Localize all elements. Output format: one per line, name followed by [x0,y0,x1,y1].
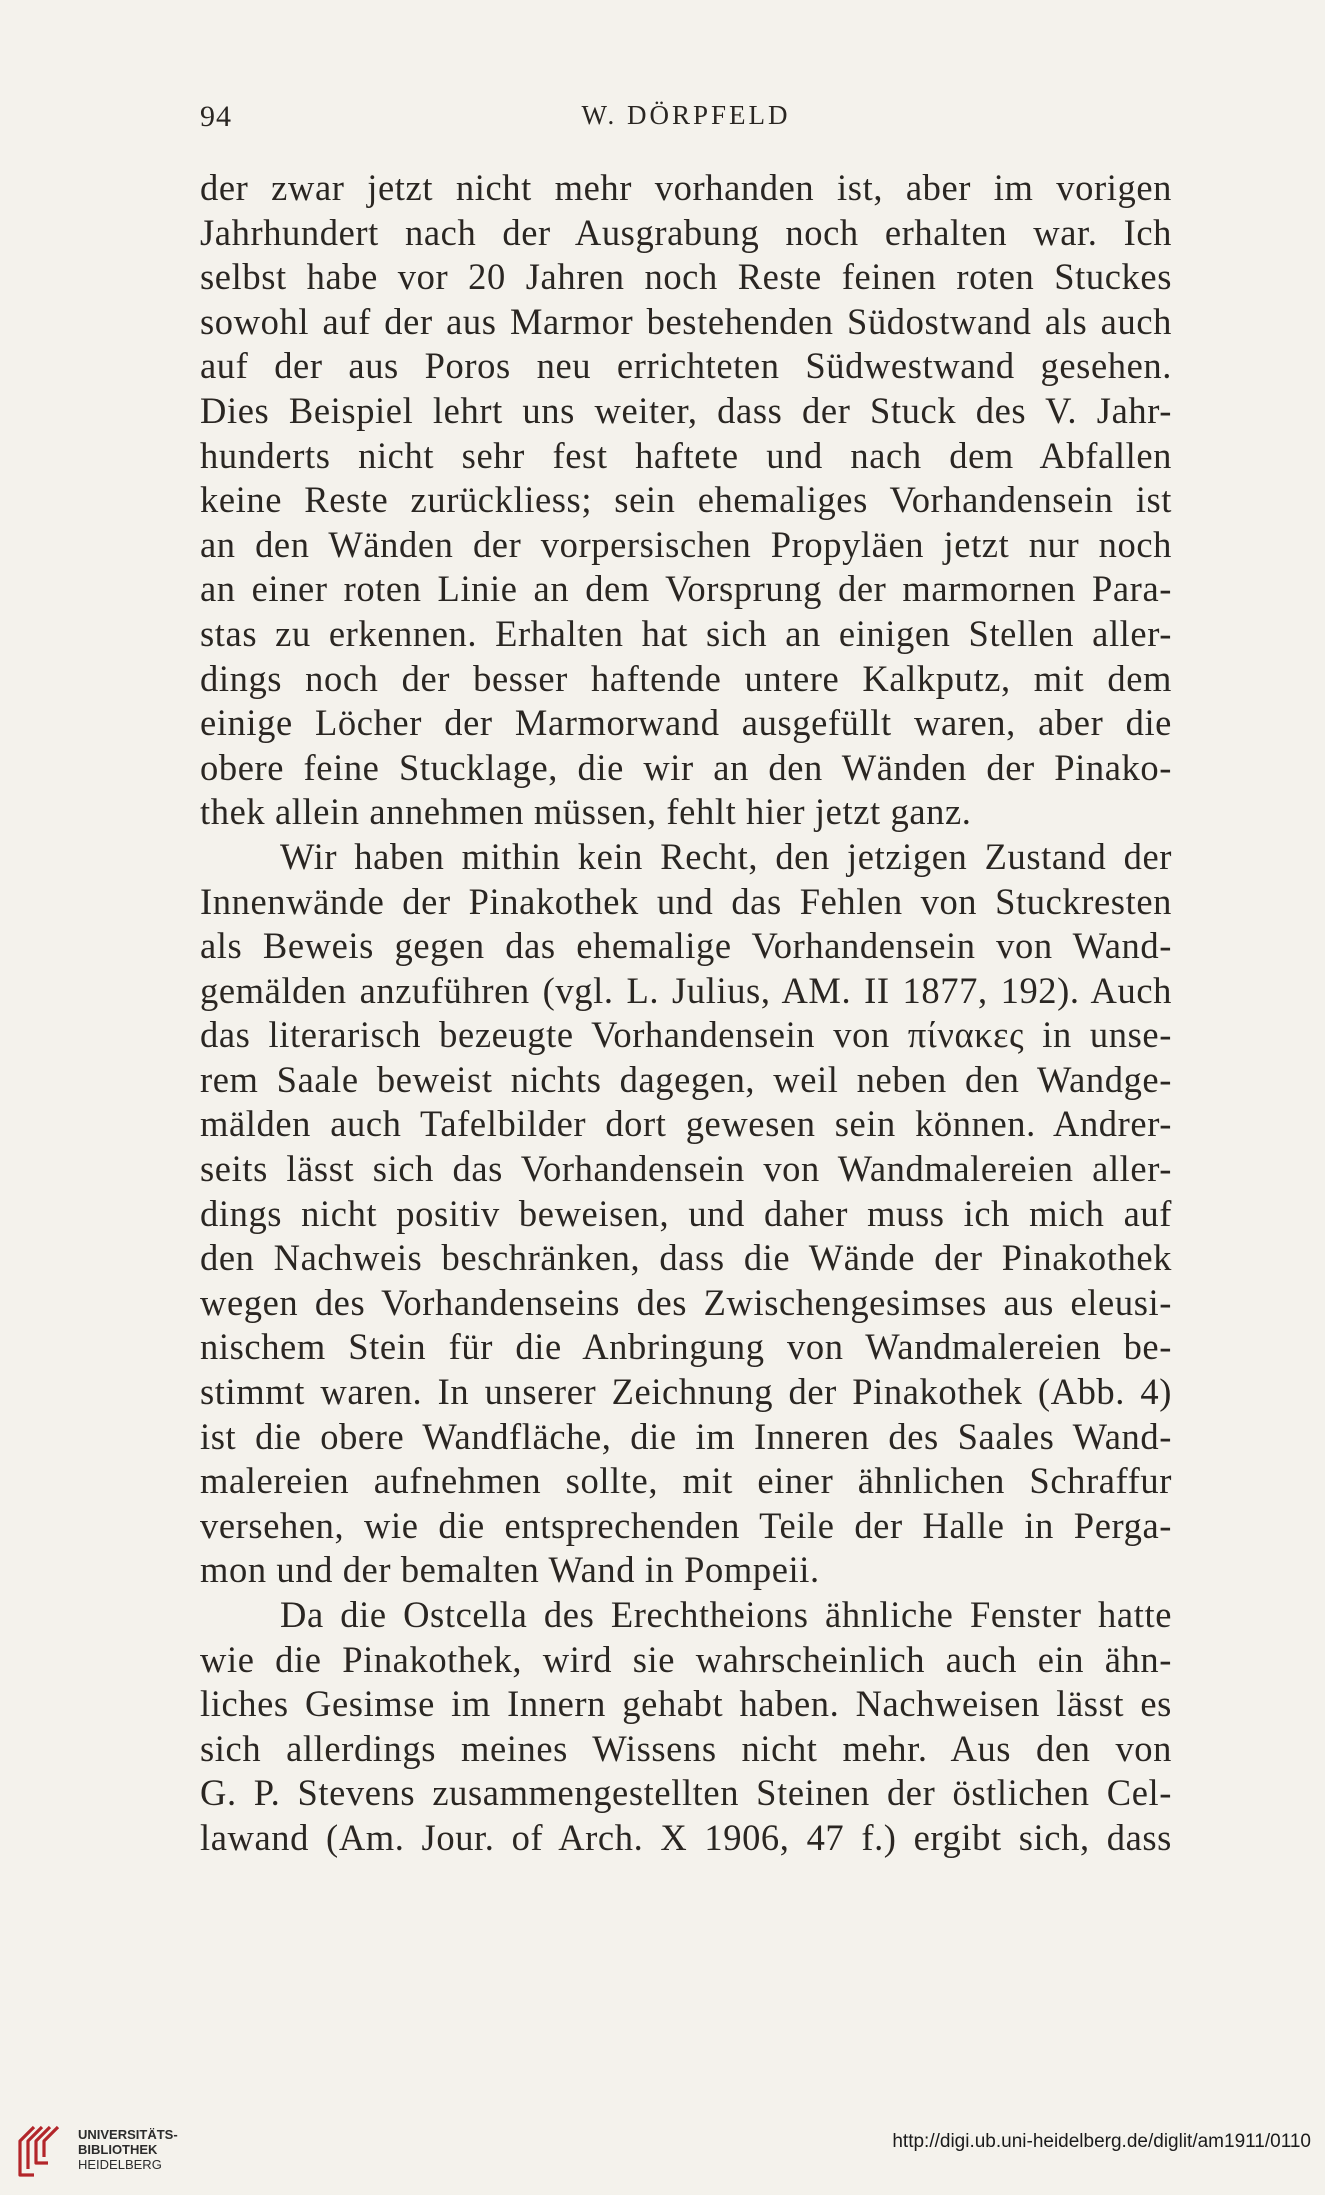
text-line: mälden auch Tafelbilder dort gewesen sein können. Andrer- [200,1103,1172,1145]
library-name-line: UNIVERSITÄTS- [78,2127,178,2142]
text-line: einige Löcher der Marmorwand ausgefüllt waren, aber die [200,702,1172,744]
paragraph-2 [200,835,1172,1593]
page-header [200,100,1172,140]
library-name [78,2127,178,2172]
text-line: auf der aus Poros neu errichteten Südwestwand gesehen. [200,345,1172,387]
text-line: sich allerdings meines Wissens nicht mehr. Aus den von [200,1727,1172,1769]
text-line: Dies Beispiel lehrt uns weiter, dass der Stuck des V. Jahr- [200,389,1172,431]
text-line: Innenwände der Pinakothek und das Fehlen von Stuckresten [200,880,1172,922]
text-line: an den Wänden der vorpersischen Propyläen jetzt nur noch [200,523,1172,565]
text-line: dings noch der besser haftende untere Kalkputz, mit dem [200,657,1172,699]
text-line: Wir haben mithin kein Recht, den jetzigen Zustand der [280,835,1172,877]
text-line: wegen des Vorhandenseins des Zwischengesimses aus eleusi- [200,1281,1172,1323]
text-line: obere feine Stucklage, die wir an den Wänden der Pinako- [200,746,1172,788]
text-line: seits lässt sich das Vorhandensein von Wandmalereien aller- [200,1148,1172,1190]
text-line: thek allein annehmen müssen, fehlt hier jetzt ganz. [200,791,972,833]
paragraph-3 [200,1593,1172,1861]
text-line: hunderts nicht sehr fest haftete und nach dem Abfallen [200,434,1172,476]
paragraph-1 [200,166,1172,835]
text-line: Jahrhundert nach der Ausgrabung noch erhalten war. Ich [200,211,1172,253]
text-line: der zwar jetzt nicht mehr vorhanden ist, aber im vorigen [200,167,1172,208]
text-line: stimmt waren. In unserer Zeichnung der Pinakothek (Abb. 4) [200,1371,1172,1413]
text-line: ist die obere Wandfläche, die im Inneren des Saales Wand- [200,1415,1172,1457]
text-line: nischem Stein für die Anbringung von Wandmalereien be- [200,1326,1172,1368]
text-line: wie die Pinakothek, wird sie wahrscheinlich auch ein ähn- [200,1638,1172,1680]
page-number: 94 [200,100,232,133]
text-line: versehen, wie die entsprechenden Teile der Halle in Perga- [200,1504,1172,1546]
library-name-line: BIBLIOTHEK [78,2142,158,2157]
heidelberg-library-logo-icon [14,2119,64,2181]
text-line: liches Gesimse im Innern gehabt haben. Nachweisen lässt es [200,1683,1172,1725]
text-line: malereien aufnehmen sollte, mit einer ähnlichen Schraffur [200,1460,1172,1502]
source-url-link[interactable]: http://digi.ub.uni-heidelberg.de/diglit/am1911/0110 [892,2131,1311,2152]
text-line: Da die Ostcella des Erechtheions ähnliche Fenster hatte [280,1594,1172,1635]
text-line: mon und der bemalten Wand in Pompeii. [200,1549,820,1591]
text-line: als Beweis gegen das ehemalige Vorhandensein von Wand- [200,925,1172,967]
text-line: keine Reste zurückliess; sein ehemaliges Vorhandensein ist [200,479,1172,521]
text-line: sowohl auf der aus Marmor bestehenden Südostwand als auch [200,300,1172,342]
text-line: den Nachweis beschränken, dass die Wände der Pinakothek [200,1237,1172,1279]
text-line: gemälden anzuführen (vgl. L. Julius, AM. II 1877, 192). Auch [200,969,1172,1011]
text-line: dings nicht positiv beweisen, und daher muss ich mich auf [200,1192,1172,1234]
text-line: rem Saale beweist nichts dagegen, weil neben den Wandge- [200,1058,1172,1100]
text-line: lawand (Am. Jour. of Arch. X 1906, 47 f.) ergibt sich, dass [200,1816,1172,1858]
page-footer [0,2113,1325,2195]
text-line: selbst habe vor 20 Jahren noch Reste feinen roten Stuckes [200,256,1172,298]
text-line: das literarisch bezeugte Vorhandensein von πίνακες in unse- [200,1014,1172,1056]
text-line: G. P. Stevens zusammengestellten Steinen der östlichen Cel- [200,1772,1172,1814]
running-head: W. DÖRPFELD [581,100,791,130]
library-name-line: HEIDELBERG [78,2157,162,2172]
text-line: an einer roten Linie an dem Vorsprung der marmornen Para- [200,568,1172,610]
text-line: stas zu erkennen. Erhalten hat sich an einigen Stellen aller- [200,612,1172,654]
body-text [200,166,1172,1861]
